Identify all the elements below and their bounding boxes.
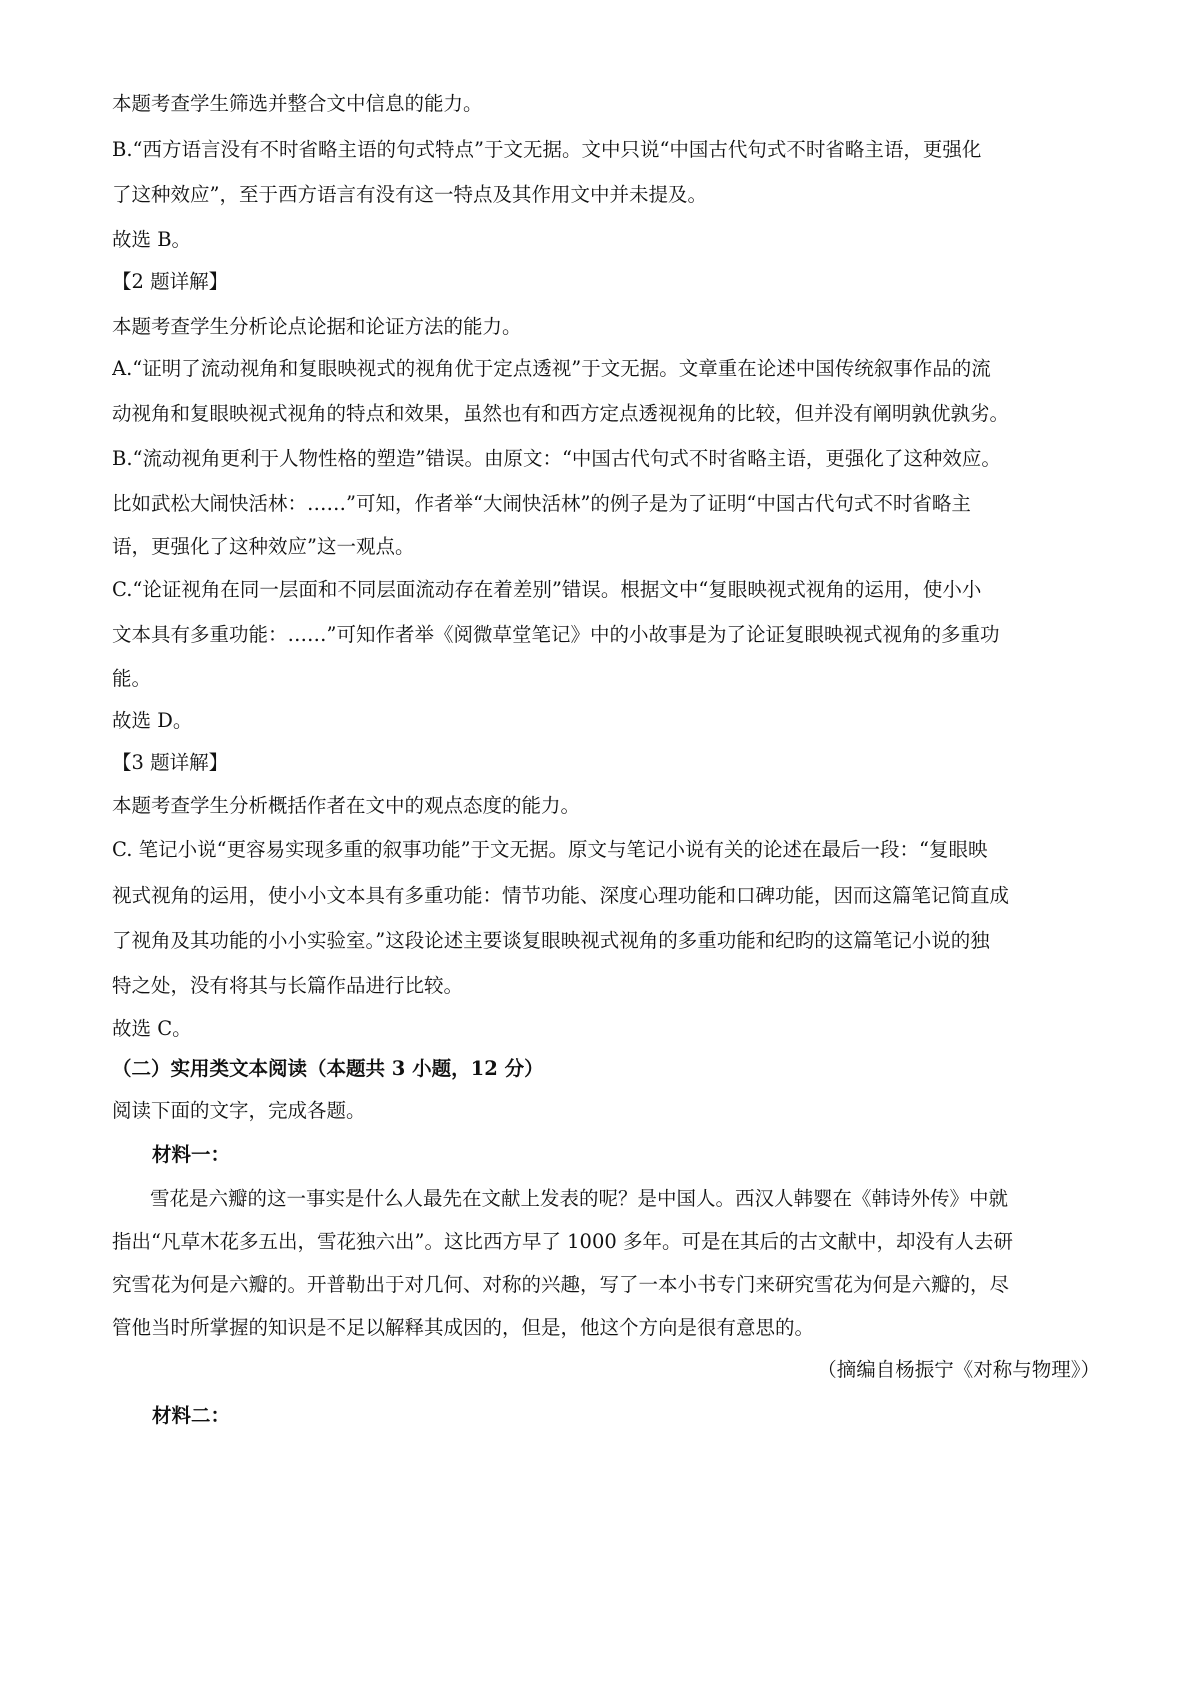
text-line: 能。 bbox=[112, 667, 152, 690]
question-heading: 【3 题详解】 bbox=[112, 751, 229, 774]
text-line: C. 笔记小说“更容易实现多重的叙事功能”于文无据。原文与笔记小说有关的论述在最后一段：“复眼映 bbox=[112, 838, 988, 861]
text-line: 本题考查学生分析论点论据和论证方法的能力。 bbox=[112, 315, 522, 338]
question-heading: 【2 题详解】 bbox=[112, 270, 229, 293]
material-source: （摘编自杨振宁《对称与物理》） bbox=[817, 1358, 1100, 1381]
text-line: 故选 C。 bbox=[112, 1017, 192, 1040]
text-line: 故选 B。 bbox=[112, 228, 192, 251]
material-line: 究雪花为何是六瓣的。开普勒出于对几何、对称的兴趣，写了一本小书专门来研究雪花为何是六瓣的，尽 bbox=[112, 1273, 1010, 1296]
text-line: 了视角及其功能的小小实验室。”这段论述主要谈复眼映视式视角的多重功能和纪昀的这篇笔记小说的独 bbox=[112, 929, 990, 952]
text-line: B.“流动视角更利于人物性格的塑造”错误。由原文：“中国古代句式不时省略主语，更强化了这种效应。 bbox=[112, 447, 1001, 470]
material-two-label: 材料二： bbox=[152, 1404, 231, 1427]
text-line: 比如武松大闹快活林：……”可知，作者举“大闹快活林”的例子是为了证明“中国古代句式不时省略主 bbox=[112, 492, 971, 515]
text-line: 特之处，没有将其与长篇作品进行比较。 bbox=[112, 974, 464, 997]
material-line: 管他当时所掌握的知识是不足以解释其成因的，但是，他这个方向是很有意思的。 bbox=[112, 1316, 815, 1339]
material-line: 雪花是六瓣的这一事实是什么人最先在文献上发表的呢？是中国人。西汉人韩婴在《韩诗外传》中就 bbox=[150, 1187, 1009, 1210]
text-line: 故选 D。 bbox=[112, 709, 193, 732]
text-line: B.“西方语言没有不时省略主语的句式特点”于文无据。文中只说“中国古代句式不时省略主语，更强化 bbox=[112, 138, 982, 161]
text-line: 本题考查学生筛选并整合文中信息的能力。 bbox=[112, 92, 483, 115]
text-line: 了这种效应”，至于西方语言有没有这一特点及其作用文中并未提及。 bbox=[112, 183, 707, 206]
material-one-label: 材料一： bbox=[152, 1143, 231, 1166]
instruction-text: 阅读下面的文字，完成各题。 bbox=[112, 1099, 366, 1122]
text-line: 本题考查学生分析概括作者在文中的观点态度的能力。 bbox=[112, 794, 581, 817]
material-line: 指出“凡草木花多五出，雪花独六出”。这比西方早了 1000 多年。可是在其后的古文献中，却没有人去研 bbox=[112, 1230, 1013, 1253]
text-line: 视式视角的运用，使小小文本具有多重功能：情节功能、深度心理功能和口碑功能，因而这篇笔记简直成 bbox=[112, 884, 1010, 907]
text-line: 动视角和复眼映视式视角的特点和效果，虽然也有和西方定点透视视角的比较，但并没有阐明孰优孰劣。 bbox=[112, 402, 1010, 425]
section-heading: （二）实用类文本阅读（本题共 3 小题，12 分） bbox=[112, 1057, 544, 1080]
text-line: 语，更强化了这种效应”这一观点。 bbox=[112, 535, 415, 558]
text-line: C.“论证视角在同一层面和不同层面流动存在着差别”错误。根据文中“复眼映视式视角的运用，使小小 bbox=[112, 578, 982, 601]
text-line: 文本具有多重功能：……”可知作者举《阅微草堂笔记》中的小故事是为了论证复眼映视式视角的多重功 bbox=[112, 623, 1000, 646]
text-line: A.“证明了流动视角和复眼映视式的视角优于定点透视”于文无据。文章重在论述中国传统叙事作品的流 bbox=[112, 357, 991, 380]
